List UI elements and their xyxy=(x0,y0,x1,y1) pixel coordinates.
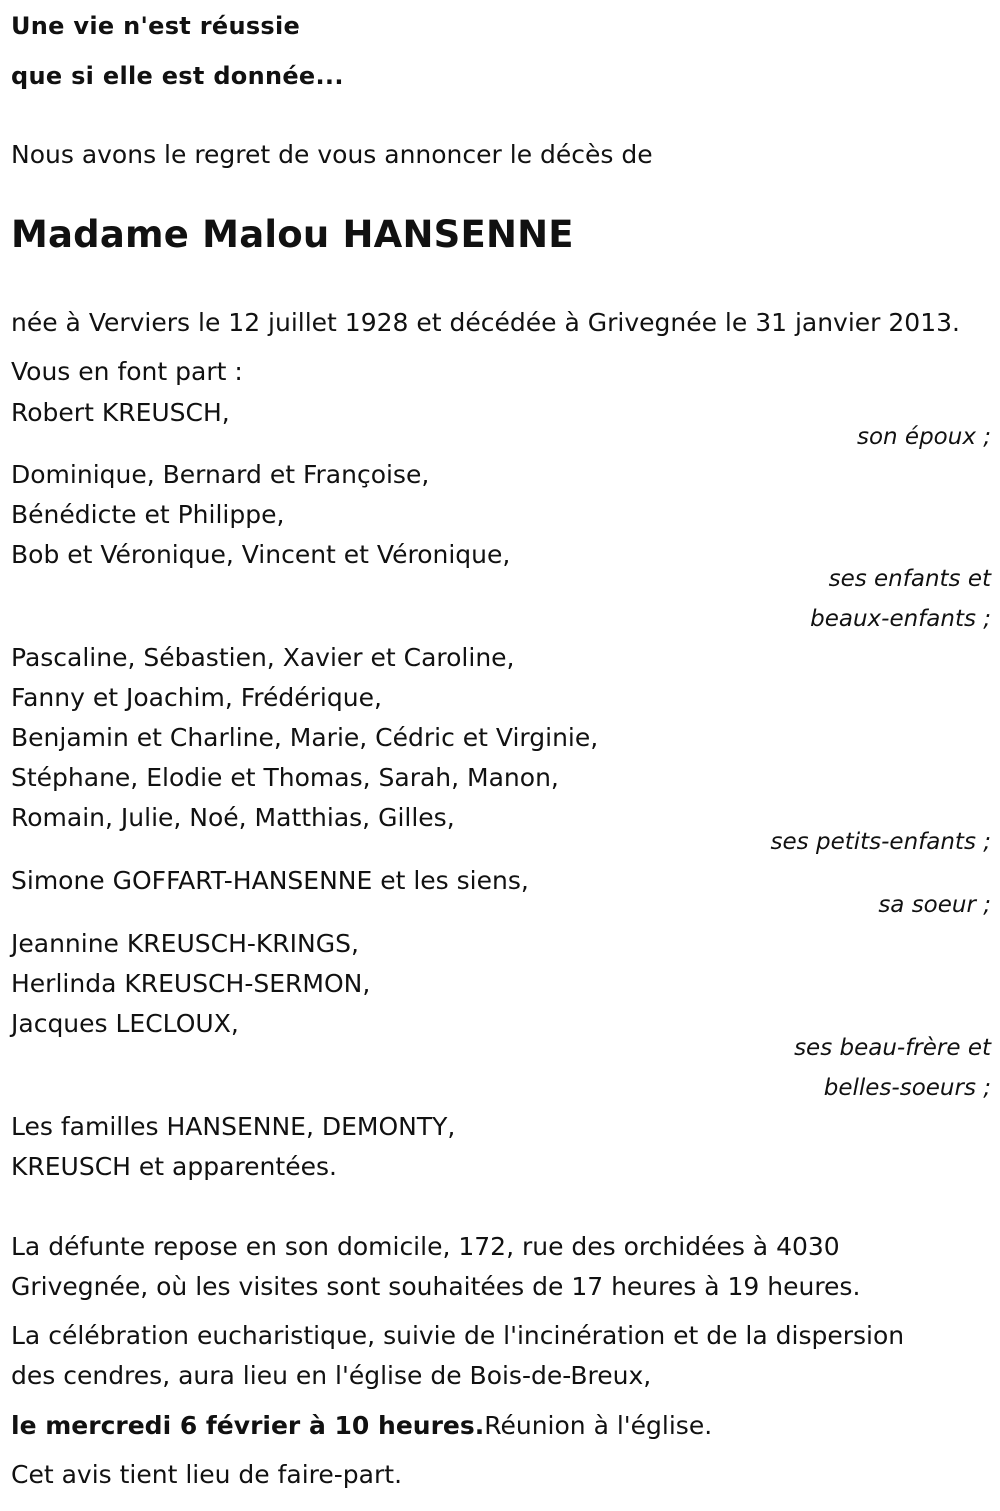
relation-label: ses petits-enfants ; xyxy=(770,829,991,855)
family-name-line: Bénédicte et Philippe, xyxy=(11,500,285,529)
family-name-line: Pascaline, Sébastien, Xavier et Caroline, xyxy=(11,643,515,672)
epigraph-line-1: Une vie n'est réussie xyxy=(11,12,301,40)
family-name-line: Romain, Julie, Noé, Matthias, Gilles, xyxy=(11,803,455,832)
family-name-line: Simone GOFFART-HANSENNE et les siens, xyxy=(11,866,529,895)
repose-line-1: La défunte repose en son domicile, 172, rue des orchidées à 4030 xyxy=(11,1232,840,1261)
relation-label: belles-soeurs ; xyxy=(823,1075,991,1101)
family-name-line: Jeannine KREUSCH-KRINGS, xyxy=(11,929,359,958)
birth-death-text: née à Verviers le 12 juillet 1928 et décédée à Grivegnée le 31 janvier 2013. xyxy=(11,308,960,337)
deceased-name: Madame Malou HANSENNE xyxy=(11,213,574,256)
family-name-line: Fanny et Joachim, Frédérique, xyxy=(11,683,382,712)
ceremony-date-line xyxy=(11,1410,712,1442)
relation-label: beaux-enfants ; xyxy=(810,606,991,632)
family-name-line: Dominique, Bernard et Françoise, xyxy=(11,460,430,489)
ceremony-meeting: Réunion à l'église. xyxy=(484,1411,713,1440)
relation-label: ses beau-frère et xyxy=(794,1035,991,1061)
ceremony-line-2: des cendres, aura lieu en l'église de Bois-de-Breux, xyxy=(11,1361,652,1390)
family-name-line: Robert KREUSCH, xyxy=(11,398,230,427)
repose-line-2: Grivegnée, où les visites sont souhaitées de 17 heures à 19 heures. xyxy=(11,1272,861,1301)
epigraph-line-2: que si elle est donnée... xyxy=(11,62,344,90)
family-name-line: Stéphane, Elodie et Thomas, Sarah, Manon, xyxy=(11,763,559,792)
families-line-2: KREUSCH et apparentées. xyxy=(11,1152,337,1181)
closing-text: Cet avis tient lieu de faire-part. xyxy=(11,1460,403,1489)
family-name-line: Jacques LECLOUX, xyxy=(11,1009,239,1038)
family-name-line: Bob et Véronique, Vincent et Véronique, xyxy=(11,540,511,569)
ceremony-line-1: La célébration eucharistique, suivie de l'incinération et de la dispersion xyxy=(11,1321,905,1350)
announcers-intro: Vous en font part : xyxy=(11,357,243,386)
family-name-line: Herlinda KREUSCH-SERMON, xyxy=(11,969,371,998)
family-name-line: Benjamin et Charline, Marie, Cédric et Virginie, xyxy=(11,723,599,752)
relation-label: sa soeur ; xyxy=(878,892,991,918)
ceremony-date: le mercredi 6 février à 10 heures. xyxy=(11,1411,485,1440)
intro-text: Nous avons le regret de vous annoncer le décès de xyxy=(11,140,653,169)
relation-label: ses enfants et xyxy=(828,566,991,592)
families-line-1: Les familles HANSENNE, DEMONTY, xyxy=(11,1112,456,1141)
relation-label: son époux ; xyxy=(856,424,991,450)
